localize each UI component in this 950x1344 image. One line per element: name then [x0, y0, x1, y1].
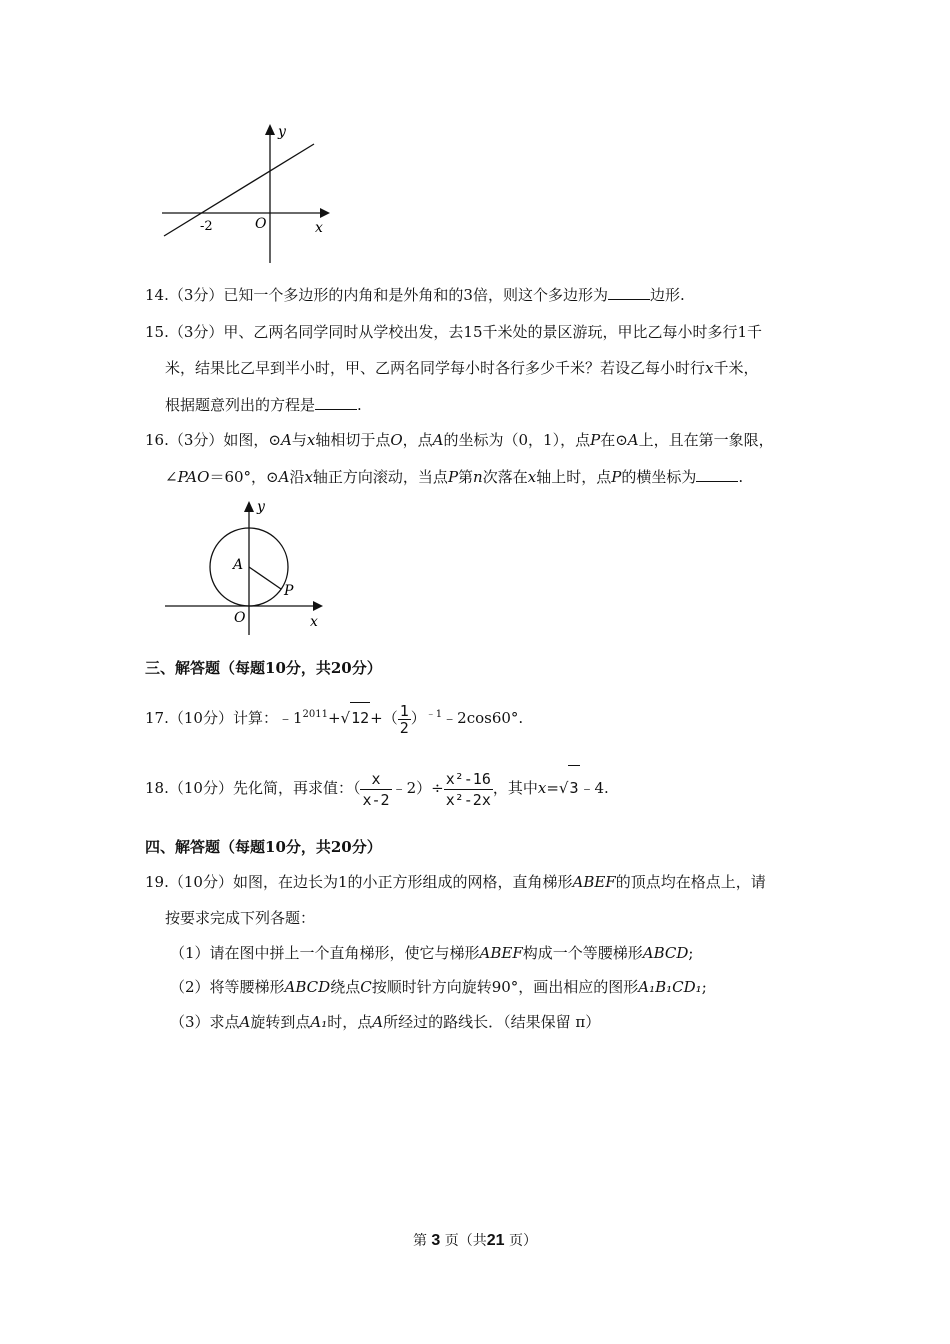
answer-blank[interactable] — [608, 285, 650, 300]
question-14: 14.（3分）已知一个多边形的内角和是外角和的3倍，则这个多边形为 边形. — [145, 286, 685, 304]
total-pages: 21 — [486, 1232, 505, 1249]
center-label: A — [233, 557, 244, 573]
fraction-1: $\frac{x}{x-2}$ — [362, 769, 390, 809]
question-18: 18.（10分）先化简，再求值：（ $\frac{x}{x-2}$ ﹣2）÷ $\frac{\text{x²-16}}{\text{x²-2x}}$ ，其中x=√3﹣4. — [145, 765, 609, 811]
question-15-line-3: 根据题意列出的方程是 . — [165, 396, 362, 414]
figure-line-graph — [150, 118, 340, 268]
question-19-part-1: （1）请在图中拼上一个直角梯形，使它与梯形ABEF构成一个等腰梯形ABCD; — [170, 944, 694, 962]
point-label: P — [284, 583, 294, 599]
question-19-line-1: 19.（10分）如图，在边长为1的小正方形组成的网格，直角梯形ABEF的顶点均在格点上，请 — [145, 873, 766, 891]
question-17: 17.（10分）计算：$﹣1^{2011}+√12+$（ $\frac{1}{2}$ ）$^{﹣1}$﹣2cos60°. — [145, 701, 524, 737]
fraction-half: $\frac{1}{2}$ — [399, 701, 409, 737]
y-label: y — [257, 499, 265, 515]
question-16-line-1: 16.（3分）如图，⊙A与x轴相切于点O，点A的坐标为（0，1），点P在⊙A上，且在第一象限， — [145, 431, 774, 449]
question-19-line-2: 按要求完成下列各题： — [165, 909, 316, 927]
question-15-line-2: 米，结果比乙早到半小时，甲、乙两名同学每小时各行多少千米？若设乙每小时行x千米， — [165, 359, 759, 377]
sqrt-symbol: √ — [340, 709, 351, 727]
question-19-part-2: （2）将等腰梯形ABCD绕点C按顺时针方向旋转90°，画出相应的图形A₁B₁CD₁; — [170, 978, 707, 996]
sqrt-symbol: √ — [558, 779, 569, 797]
section-3-heading: 三、解答题（每题10分，共20分） — [145, 659, 382, 677]
origin-label: O — [255, 216, 267, 232]
page-footer: 第 3 页（共21 页） — [412, 1232, 538, 1249]
intercept-label: -2 — [200, 219, 213, 234]
page-number: 3 — [431, 1232, 441, 1249]
graph-line — [164, 144, 314, 236]
x-label: x — [315, 220, 323, 236]
section-4-heading: 四、解答题（每题10分，共20分） — [145, 838, 382, 856]
y-axis-arrow — [265, 124, 275, 135]
origin-label: O — [234, 610, 246, 626]
answer-blank[interactable] — [315, 395, 357, 410]
x-axis-arrow — [313, 601, 323, 611]
x-label: x — [310, 614, 318, 630]
answer-blank[interactable] — [696, 467, 738, 482]
question-15-line-1: 15.（3分）甲、乙两名同学同时从学校出发，去15千米处的景区游玩，甲比乙每小时多行1千 — [145, 323, 763, 341]
figure-circle — [155, 495, 335, 635]
x-axis-arrow — [320, 208, 330, 218]
y-axis-arrow — [244, 501, 254, 512]
fraction-2: $\frac{\text{x²-16}}{\text{x²-2x}}$ — [445, 769, 491, 809]
y-label: y — [278, 124, 286, 140]
radius-ap — [249, 567, 281, 589]
question-16-line-2: ∠PAO＝60°，⊙A沿x轴正方向滚动，当点P第n次落在x轴上时，点P的横坐标为 . — [165, 468, 744, 486]
question-19-part-3: （3）求点A旋转到点A₁时，点A所经过的路线长．（结果保留 π） — [170, 1013, 601, 1031]
